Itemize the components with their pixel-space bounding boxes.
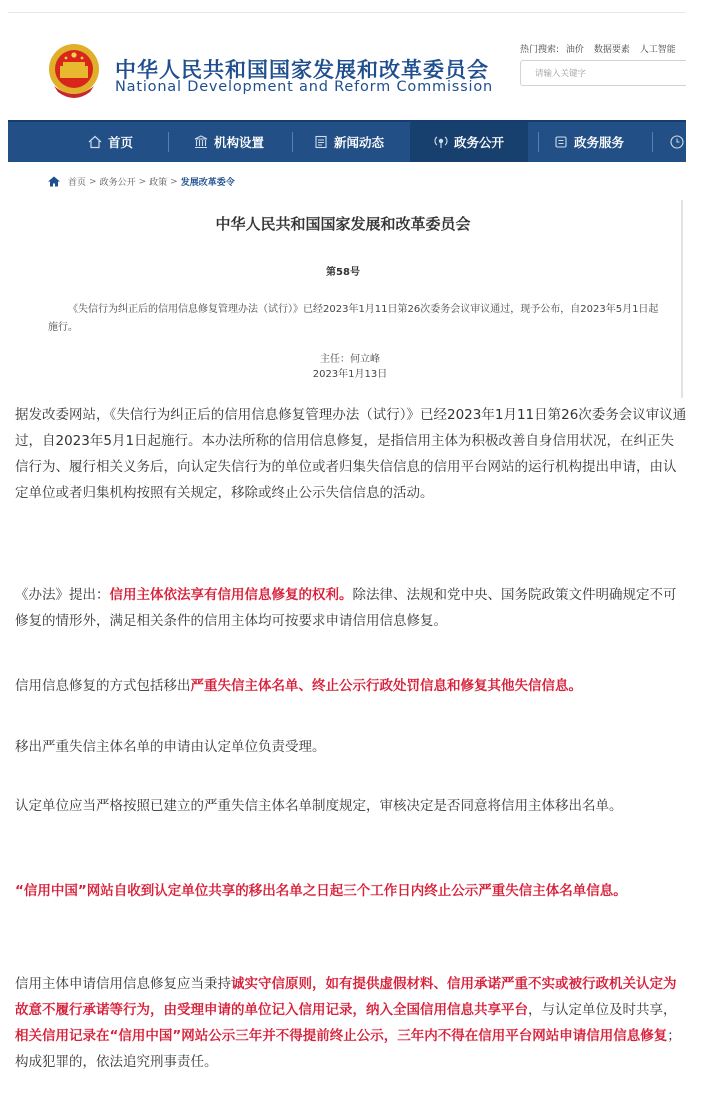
text-run: 信用信息修复的方式包括移出 xyxy=(15,678,191,694)
search-input[interactable]: 请输入关键字 xyxy=(520,60,686,86)
highlight-text: 相关信用记录在“信用中国”网站公示三年并不得提前终止公示，三年内不得在信用平台网站申请信用信息修复 xyxy=(15,1028,668,1044)
decree-body: 《失信行为纠正后的信用信息修复管理办法（试行）》已经2023年1月11日第26次委务会议审议通过，现予公布，自2023年5月1日起施行。 xyxy=(48,304,659,333)
article-paragraph: 移出严重失信主体名单的申请由认定单位负责受理。 xyxy=(15,739,326,755)
text-run: 除法律、法规和党中央、国务院政策文件明确规定不可修复的情形外，满足相关条件的信用主体均可按要求申请信用信息修复。 xyxy=(15,587,677,629)
nav-item-government-affairs[interactable] xyxy=(410,122,528,162)
main-nav xyxy=(8,120,686,162)
highlight-text: 信用主体依法享有信用信息修复的权利。 xyxy=(109,587,353,603)
hot-search-term[interactable]: 人工智能 xyxy=(639,45,676,55)
page-scrollbar[interactable] xyxy=(681,200,683,398)
nav-label: 机构设置 xyxy=(214,135,265,150)
decree-number: 第58号 xyxy=(326,267,360,278)
article-paragraph xyxy=(15,582,687,634)
broadcast-icon xyxy=(434,135,448,149)
nav-label: 新闻动态 xyxy=(334,135,385,150)
hot-search-term[interactable]: 油价 xyxy=(565,45,584,55)
breadcrumb-separator: > xyxy=(138,176,147,187)
article-paragraph xyxy=(15,673,687,699)
service-icon xyxy=(554,135,568,149)
highlight-text: 诚实守信原则，如有提供虚假材料、信用承诺严重不实或被行政机关认定为故意不履行承诺等行为，由受理申请的单位记入信用记录，纳入全国信用信息共享平台 xyxy=(15,976,677,1018)
breadcrumb-link[interactable]: 政策 xyxy=(149,178,168,188)
clock-icon[interactable] xyxy=(670,135,684,149)
highlight-text: “信用中国”网站自收到认定单位共享的移出名单之日起三个工作日内终止公示严重失信主体名单信息。 xyxy=(15,883,627,899)
text-run: ；构成犯罪的，依法追究刑事责任。 xyxy=(15,1028,681,1070)
top-divider xyxy=(8,12,686,13)
nav-divider xyxy=(168,132,169,152)
breadcrumb-link[interactable]: 首页 xyxy=(68,178,87,188)
nav-item-home[interactable] xyxy=(88,122,133,162)
breadcrumb xyxy=(48,175,235,188)
text-run: ，与认定单位及时共享， xyxy=(528,1002,677,1018)
nav-label: 政务公开 xyxy=(454,135,505,150)
nav-label: 政务服务 xyxy=(574,135,625,150)
signer: 主任：何立峰 xyxy=(320,354,380,365)
highlight-text: 严重失信主体名单、终止公示行政处罚信息和修复其他失信信息。 xyxy=(190,678,582,694)
national-emblem-icon xyxy=(46,42,102,102)
decree-signature xyxy=(0,352,686,382)
hot-search-label: 热门搜索: xyxy=(520,45,560,55)
ndrc-page-screenshot xyxy=(0,0,686,398)
home-icon xyxy=(48,176,60,187)
article-paragraph: 据发改委网站，《失信行为纠正后的信用信息修复管理办法（试行）》已经2023年1月11日第26次委务会议审议通过，自2023年5月1日起施行。本办法所称的信用信息修复，是指信用主体为积极改善自身信用状况，在纠正失信行为、履行相关义务后，向认定失信行为的单位或者归集失信信息的信用平台网站的运行机构提出申请，由认定单位或者归集机构按照有关规定，移除或终止公示失信信息的活动。 xyxy=(15,407,687,501)
nav-item-services[interactable] xyxy=(554,122,624,162)
site-logo-chinese[interactable]: 中华人民共和国国家发展和改革委员会 xyxy=(115,58,489,82)
article-paragraph xyxy=(15,878,687,904)
nav-item-news[interactable] xyxy=(314,122,384,162)
text-run: 《办法》提出： xyxy=(15,587,110,603)
home-icon xyxy=(88,135,102,149)
hot-search xyxy=(520,42,683,55)
nav-label: 首页 xyxy=(108,135,134,150)
building-icon xyxy=(194,135,208,149)
hot-search-term[interactable]: 数据要素 xyxy=(593,45,630,55)
breadcrumb-separator: > xyxy=(89,176,97,187)
decree-title: 中华人民共和国国家发展和改革委员会 xyxy=(215,215,471,233)
news-icon xyxy=(314,135,328,149)
nav-divider xyxy=(292,132,293,152)
breadcrumb-current[interactable]: 发展改革委令 xyxy=(180,178,235,188)
text-run: 信用主体申请信用信息修复应当秉持 xyxy=(15,976,231,992)
breadcrumb-separator: > xyxy=(170,176,178,187)
nav-divider xyxy=(538,132,539,152)
decree-date: 2023年1月13日 xyxy=(312,369,388,380)
article-paragraph xyxy=(15,971,687,1075)
breadcrumb-link[interactable]: 政务公开 xyxy=(99,178,136,188)
nav-divider xyxy=(652,132,653,152)
nav-item-organization[interactable] xyxy=(194,122,264,162)
site-logo-english[interactable]: National Development and Reform Commission xyxy=(115,79,493,95)
article-paragraph: 认定单位应当严格按照已建立的严重失信主体名单制度规定，审核决定是否同意将信用主体移出名单。 xyxy=(15,798,623,814)
